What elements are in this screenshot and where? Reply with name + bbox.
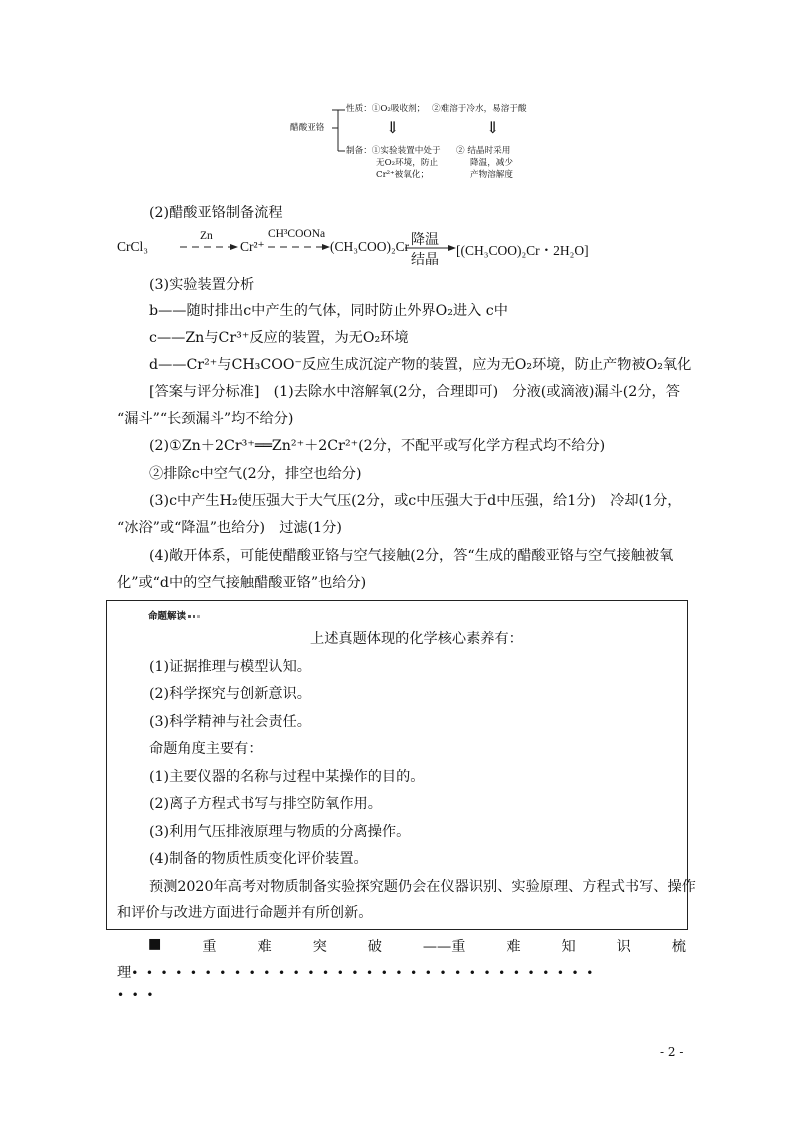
dashed-arrow-icon [180,242,240,252]
down-arrow-icon: ⇓ [386,118,400,137]
apparatus-b: b——随时排出c中产生的气体，同时防止外界O₂进入 c中 [149,303,508,319]
reagent-ch3coona: CH³COONa [268,228,326,240]
answer-line-7: (4)敞开体系，可能使醋酸亚铬与空气接触(2分，答“生成的醋酸亚铬与空气接触被氧 [149,548,674,564]
ion-cr2: Cr²⁺ [240,239,265,254]
diagram-property-2: ②难溶于冷水，易溶于酸 [432,104,527,114]
angle-heading: 命题角度主要有： [149,741,263,757]
box-title: 上述真题体现的化学核心素养有： [310,631,523,647]
diagram-prep-line: Cr²⁺被氧化； [376,170,430,180]
leader-dots: •••••••••••••••••••••••••••••••• [131,966,601,980]
diagram-prep: 制备：①实验装置中处于 [346,146,441,156]
literacy-2: (2)科学探究与创新意识。 [149,686,311,702]
prediction-line-1: 预测2020年高考对物质制备实验探究题仍会在仪器识别、实验原理、方程式书写、操作 [149,879,696,895]
square-bullet-icon: ■ [148,936,162,952]
apparatus-d: d——Cr²⁺与CH₃COO⁻反应生成沉淀产物的装置，应为无O₂环境，防止产物被O₂氧化 [149,357,692,373]
diagram-prep-2: ② 结晶时采用 [456,146,511,156]
angle-2: (2)离子方程式书写与排空防氧作用。 [149,796,382,812]
reagent-zn: Zn [200,230,213,242]
diagram-center: 醋酸亚铬 [290,123,325,133]
answer-line-3: (2)①Zn＋2Cr³⁺══Zn²⁺＋2Cr²⁺(2分，不配平或写化学方程式均不给分) [149,438,606,454]
prediction-line-2: 和评价与改进方面进行命题并有所创新。 [117,905,373,921]
section-title-tail: 理•••••••••••••••••••••••••••••••• [117,965,601,981]
answer-line-8: 化”或“d中的空气接触醋酸亚铬”也给分) [117,575,367,591]
answer-line-1: [答案与评分标准] (1)去除水中溶解氧(2分，合理即可) 分液(或滴液)漏斗(2分，答 [149,384,680,400]
page-number: - 2 - [660,1045,684,1059]
box-tag: 命题解读 [148,608,200,622]
angle-1: (1)主要仪器的名称与过程中某操作的目的。 [149,769,425,785]
section-heading-apparatus: (3)实验装置分析 [149,277,255,293]
condition-crystallize: 结晶 [411,252,439,268]
literacy-1: (1)证据推理与模型认知。 [149,659,311,675]
condition-cool: 降温 [411,232,439,248]
section-title-difficult: ■ 重 难 突 破 ——重 难 知 识 梳 [148,936,686,955]
apparatus-c: c——Zn与Cr³⁺反应的装置，为无O₂环境 [149,330,409,346]
answer-line-2: “漏斗”“长颈漏斗”均不给分) [117,411,294,427]
diagram-property: 性质：①O₂吸收剂； [346,104,426,114]
angle-4: (4)制备的物质性质变化评价装置。 [149,851,368,867]
angle-3: (3)利用气压排液原理与物质的分离操作。 [149,824,411,840]
section-heading-flow: (2)醋酸亚铬制备流程 [149,205,283,221]
answer-line-4: ②排除c中空气(2分，排空也给分) [149,466,362,482]
dashed-arrow-icon [268,242,332,252]
reactant-crcl3: CrCl₃ [117,239,148,254]
answer-line-5: (3)c中产生H₂使压强大于大气压(2分，或c中压强大于d中压强，给1分) 冷却(1分， [149,493,682,509]
leader-dots: ••• [117,988,162,1002]
literacy-3: (3)科学精神与社会责任。 [149,714,311,730]
product-acetate: (CH₃COO)₂Cr [330,239,410,254]
final-product: [(CH₃COO)₂Cr・2H₂O] [456,243,589,258]
diagram-prep-line: 降温，减少 [470,158,513,168]
diagram-prep-line: 产物溶解度 [470,170,513,180]
diagram-prep-line: 无O₂环境，防止 [376,158,439,168]
down-arrow-icon: ⇓ [486,118,500,137]
answer-line-6: “冰浴”或“降温”也给分) 过滤(1分) [117,520,342,536]
